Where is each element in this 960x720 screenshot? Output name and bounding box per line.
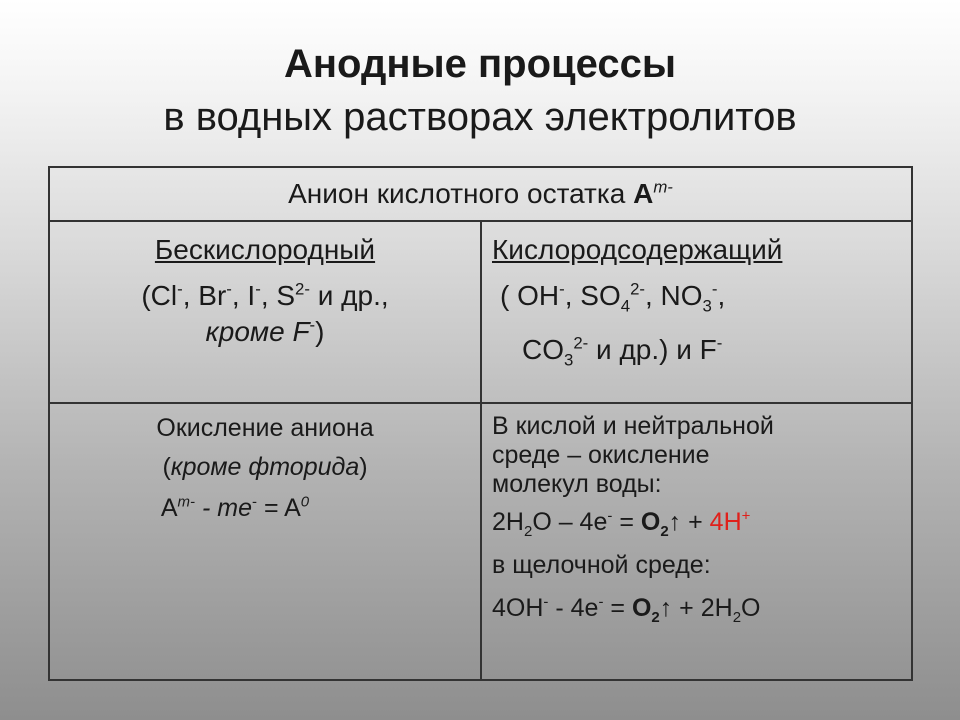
left-process-equation: $A^{m-} - me^- = A^0$ xyxy=(160,493,310,522)
right-heading: Кислородсодержащий xyxy=(492,234,783,265)
left-process-line-1: Окисление аниона xyxy=(156,414,374,442)
header-charge: m- xyxy=(653,177,673,197)
left-heading: Бескислородный xyxy=(154,234,376,265)
left-ions-line: (Cl-, Br-, I-, $S^{2-}$ и др., xyxy=(141,279,389,311)
right-process-line-3: молекул воды: xyxy=(492,469,662,498)
right-ions-line-1: ( OH-, $SO_4^{2-}$, $NO_3^-$, xyxy=(500,279,726,316)
right-process-line-1: В кислой и нейтральной xyxy=(492,412,774,440)
right-ions-cell xyxy=(481,221,912,403)
title-line-1: Анодные процессы xyxy=(283,42,676,86)
anode-process-table xyxy=(48,166,913,681)
right-equation-acid: $2H_2O - 4e^-$ = $O_2↑ + 4H^+$ xyxy=(492,507,751,541)
left-process-line-2: (кроме фторида) xyxy=(162,453,368,481)
left-process-cell xyxy=(49,403,481,680)
table-header xyxy=(49,167,912,221)
right-equation-alkaline: $4OH^- - 4e^- = O_2↑ + 2H_2O$ xyxy=(492,593,761,627)
header-symbol: A xyxy=(633,178,654,209)
left-ions-cell xyxy=(49,221,481,403)
left-ions-except: кроме F-) xyxy=(205,315,325,347)
header-text: Анион кислотного остатка xyxy=(288,178,634,209)
right-process-line-4: в щелочной среде: xyxy=(492,551,711,580)
right-process-cell xyxy=(481,403,912,680)
title-line-2: в водных растворах электролитов xyxy=(163,95,797,139)
right-process-line-2: среде – окисление xyxy=(492,440,710,469)
right-ions-line-2: $CO_3^{2-}$ и др.) и F- xyxy=(522,333,723,370)
